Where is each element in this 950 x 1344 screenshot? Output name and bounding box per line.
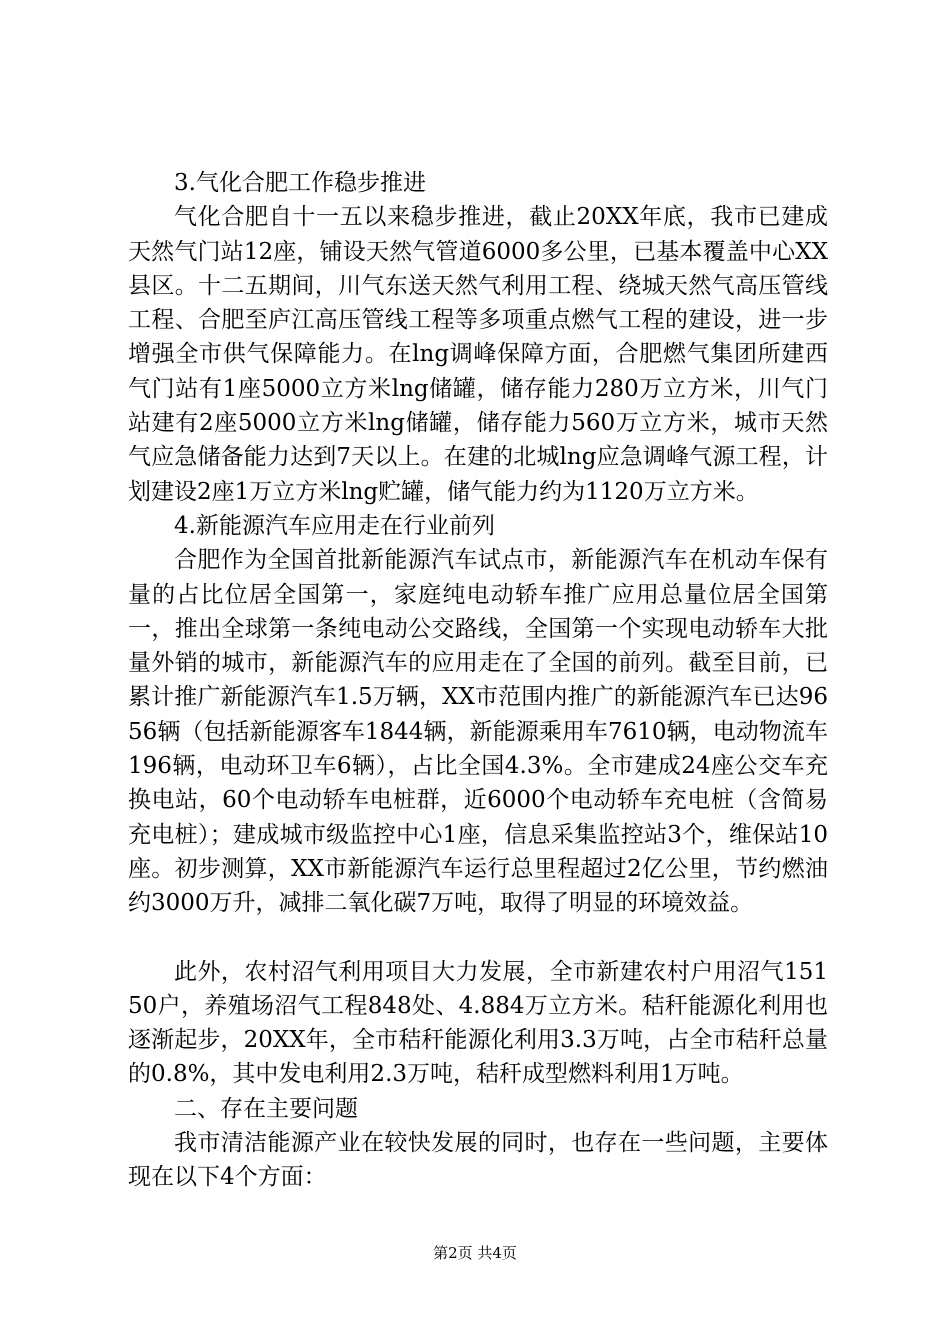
paragraph-new-energy-vehicles: 合肥作为全国首批新能源汽车试点市，新能源汽车在机动车保有量的占比位居全国第一，家庭纯电动轿车推广应用总量位居全国第一，推出全球第一条纯电动公交路线，全国第一个实现电动轿车大批量外销的城市，新能源汽车的应用走在了全国的前列。截至目前，已累计推广新能源汽车1.5万辆，XX市范围内推广的新能源汽车已达9656辆（包括新能源客车1844辆，新能源乘用车7610辆，电动物流车196辆，电动环卫车6辆），占比全国4.3%。全市建成24座公交车充换电站，60个电动轿车电桩群，近6000个电动轿车充电桩（含简易充电桩）；建成城市级监控中心1座，信息采集监控站3个，维保站10座。初步测算，XX市新能源汽车运行总里程超过2亿公里，节约燃油约3000万升，减排二氧化碳7万吨，取得了明显的环境效益。	[128, 547, 828, 917]
paragraph-gasification: 气化合肥自十一五以来稳步推进，截止20XX年底，我市已建成天然气门站12座，铺设天然气管道6000多公里，已基本覆盖中心XX县区。十二五期间，川气东送天然气利用工程、绕城天然气高压管线工程、合肥至庐江高压管线工程等多项重点燃气工程的建设，进一步增强全市供气保障能力。在lng调峰保障方面，合肥燃气集团所建西气门站有1座5000立方米lng储罐，储存能力280万立方米，川气门站建有2座5000立方米lng储罐，储存能力560万立方米，城市天然气应急储备能力达到7天以上。在建的北城lng应急调峰气源工程，计划建设2座1万立方米lng贮罐，储气能力约为1120万立方米。	[128, 204, 828, 505]
paragraph-main-problems: 我市清洁能源产业在较快发展的同时，也存在一些问题，主要体现在以下4个方面：	[128, 1130, 828, 1191]
section-heading-main-problems: 二、存在主要问题	[174, 1095, 358, 1122]
blank-line	[128, 921, 828, 955]
section-heading-gasification: 3.气化合肥工作稳步推进	[174, 170, 426, 196]
document-body	[128, 166, 828, 1195]
paragraph-biogas-straw: 此外，农村沼气利用项目大力发展，全市新建农村户用沼气15150户，养殖场沼气工程848处、4.884万立方米。秸秆能源化利用也逐渐起步，20XX年，全市秸秆能源化利用3.3万吨，占全市秸秆总量的0.8%，其中发电利用2.3万吨，秸秆成型燃料利用1万吨。	[128, 958, 828, 1088]
page-number-footer: 第2页 共4页	[433, 1244, 517, 1262]
section-heading-new-energy-vehicles: 4.新能源汽车应用走在行业前列	[174, 512, 495, 539]
